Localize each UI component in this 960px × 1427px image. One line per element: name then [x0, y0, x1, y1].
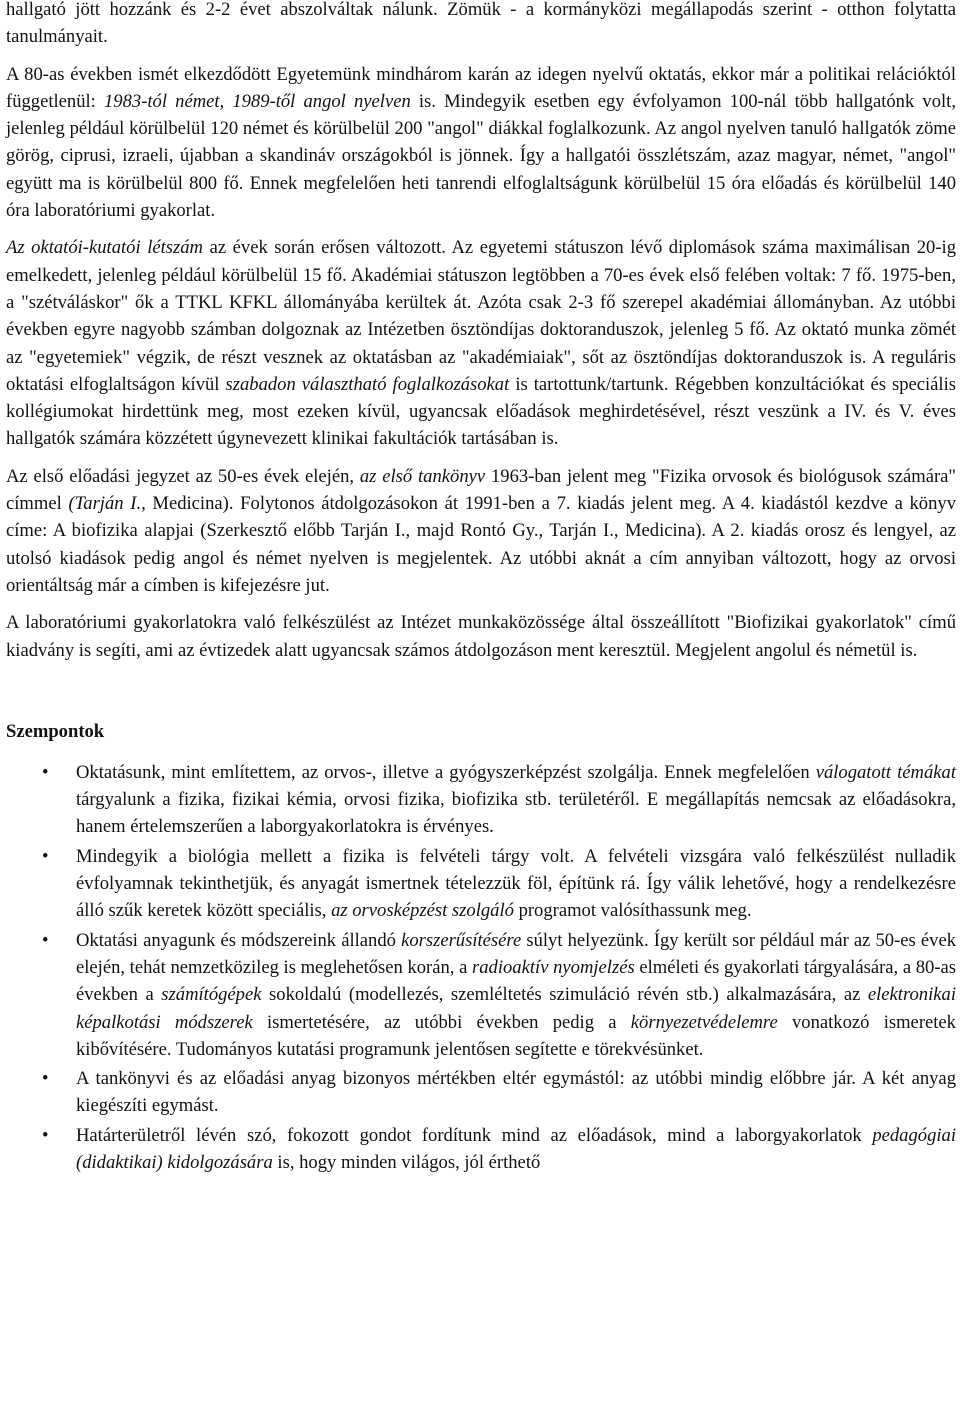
text-segment: Az első előadási jegyzet az 50-es évek elején, — [6, 465, 360, 487]
text-segment-italic: számítógépek — [161, 984, 262, 1006]
text-segment-italic: elektronikai képalkotási módszerek — [76, 984, 956, 1033]
text-segment: A 80-as években ismét elkezdődött Egyetemünk mindhárom karán az idegen nyelvű oktatás, ekkor már a politikai relációktól függetlenül: — [6, 63, 956, 112]
text-segment: is, hogy minden világos, jól érthető — [272, 1151, 541, 1173]
text-segment-italic: az orvosképzést szolgáló — [331, 900, 514, 922]
paragraph-continuation — [6, 0, 956, 51]
bullet-item — [6, 843, 956, 925]
text-segment: az évek során erősen változott. Az egyetemi státuszon lévő diplomások száma maximálisan 20-ig emelkedett, jelenleg például körülbelül 15 fő. Akadémiai státuszon legtöbben a 70-es évek első felében voltak: 7 fő. 1975-ben, a "szétváláskor" ők a TTKL KFKL állományába kerültek át. Azóta csak 2-3 fő szerepel akadémiai állományban. Az utóbbi években egyre nagyobb számban dolgoznak az Intézetben ösztöndíjas doktoranduszok, jelenleg 5 fő. Az oktató munka zömét az "egyetemiek" végzik, de részt vesznek az oktatásban az "akadémiaiak", sőt az ösztöndíjas doktoranduszok is. A reguláris oktatási elfoglaltságon kívül — [6, 237, 957, 395]
text-segment: Oktatási anyagunk és módszereink állandó — [76, 929, 402, 951]
bullet-item — [6, 1122, 956, 1177]
paragraph-staff — [6, 234, 956, 452]
text-segment: programot valósíthassunk meg. — [513, 900, 752, 922]
text-segment-italic: Az oktatói-kutatói létszám — [6, 237, 203, 259]
text-segment: 1963-ban jelent meg "Fizika orvosok és biológusok számára" címmel — [6, 465, 956, 515]
text-segment: elméleti és gyakorlati tárgyalására, a 80-as években a — [76, 956, 956, 1006]
text-segment: hallgató jött hozzánk és 2-2 évet abszolváltak nálunk. Zömük - a kormányközi megállapodás szerint - otthon folytatta tanulmányait. — [6, 0, 956, 48]
text-segment: is. Mindegyik esetben egy évfolyamon 100-nál több hallgatónk volt, jelenleg például körülbelül 120 német és körülbelül 200 "angol" diákkal foglalkozunk. Az angol nyelven tanuló hallgatók zöme görög, ciprusi, izraeli, újabban a skandináv országokból is jönnek. Így a hallgatói összlétszám, azaz magyar, német, "angol" együtt ma is körülbelül 800 fő. Ennek megfelelően heti tanrendi elfoglaltságunk körülbelül 15 óra előadás és körülbelül 140 óra laboratóriumi gyakorlat. — [6, 90, 956, 222]
text-segment: Oktatásunk, mint említettem, az orvos-, illetve a gyógyszerképzést szolgálja. Ennek megfelelően — [76, 761, 816, 783]
text-segment: tárgyalunk a fizika, fizikai kémia, orvosi fizika, biofizika stb. területéről. E megállapítás nemcsak az előadásokra, hanem értelemszerűen a laborgyakorlatokra is érvényes. — [76, 789, 956, 838]
bullet-item — [6, 1065, 956, 1120]
text-segment-italic: radioaktív nyomjelzés — [472, 956, 635, 978]
text-segment: is tartottunk/tartunk. Régebben konzultációkat és speciális kollégiumokat hirdettünk meg, most ezeken kívül, ugyancsak előadások meghirdetésével, részt veszünk a IV. és V. éves hallgatók számára közzétett úgynevezett klinikai fakultációk tartásában is. — [6, 373, 957, 450]
section-heading: Szempontok — [6, 720, 105, 742]
bullet-item — [6, 927, 956, 1063]
text-segment: Határterületről lévén szó, fokozott gondot fordítunk mind az előadások, mind a laborgyakorlatok — [76, 1124, 873, 1146]
paragraph-lab-practice — [6, 609, 956, 664]
text-segment-italic: válogatott témákat — [815, 761, 956, 783]
text-segment-italic: az első tankönyv — [359, 465, 486, 487]
document-page — [6, 0, 956, 1178]
text-segment: súlyt helyezünk. Így került sor például már az 50-es évek elején, tehát nemzetközileg is meglehetősen korán, a — [76, 929, 956, 978]
text-segment: Medicina). Folytonos átdolgozásokon át 1991-ben a 7. kiadás jelent meg. A 4. kiadástól kezdve a könyv címe: A biofizika alapjai (Szerkesztő előbb Tarján I., majd Rontó Gy., Tarján I., Medicina). A 2. kiadás orosz és lengyel, az utolsó kiadások pedig angol és német nyelven is megjelentek. Az utóbbi aknát a cím annyiban változott, hogy az orvosi orientáltság már a címben is kifejezésre jut. — [6, 493, 956, 596]
text-segment-italic: korszerűsítésére — [401, 929, 522, 951]
text-segment-italic: környezetvédelemre — [630, 1011, 778, 1033]
text-segment: A tankönyvi és az előadási anyag bizonyos mértékben eltér egymástól: az utóbbi mindig előbbre jár. A két anyag kiegészíti egymást. — [76, 1068, 956, 1117]
text-segment-italic: pedagógiai (didaktikai) kidolgozására — [76, 1124, 956, 1173]
text-segment: sokoldalú (modellezés, szemléltetés szimuláció révén stb.) alkalmazására, az — [261, 984, 868, 1006]
text-segment: vonatkozó ismeretek kibővítésére. Tudományos kutatási programunk jelentősen segítette e törekvésünket. — [76, 1011, 956, 1060]
text-segment: Mindegyik a biológia mellett a fizika is felvételi tárgy volt. A felvételi vizsgára való felkészülést nulladik évfolyamnak tekinthetjük, és anyagát ismertnek tételezzük föl, építünk rá. Így válik lehetővé, hogy a rendelkezésre álló szűk keretek között speciális, — [76, 845, 956, 922]
text-segment: A laboratóriumi gyakorlatokra való felkészülést az Intézet munkaközössége által összeállított "Biofizikai gyakorlatok" című kiadvány is segíti, ami az évtizedek alatt ugyancsak számos átdolgozáson ment keresztül. Megjelent angolul és németül is. — [6, 612, 956, 661]
text-segment-italic: 1983-tól német, 1989-től angol nyelven — [104, 90, 411, 112]
paragraph-foreign-language-education — [6, 61, 956, 225]
text-segment-italic: szabadon választható foglalkozásokat — [225, 373, 510, 395]
text-segment: ismertetésére, az utóbbi években pedig a — [252, 1011, 631, 1033]
text-segment-italic: (Tarján I., — [68, 493, 146, 515]
bullet-list — [6, 759, 956, 1176]
paragraph-textbooks — [6, 463, 956, 599]
bullet-item — [6, 759, 956, 841]
